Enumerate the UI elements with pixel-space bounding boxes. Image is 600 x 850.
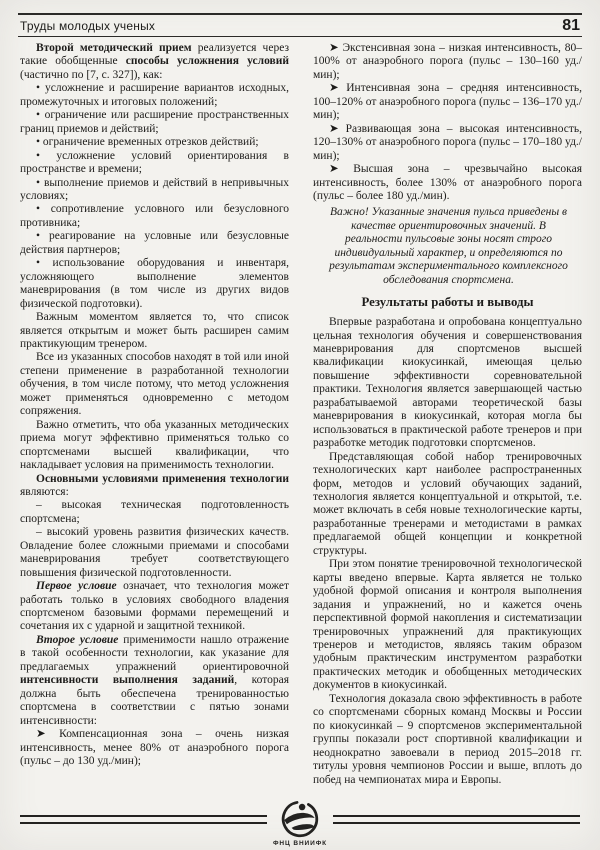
text-run: (частично по [7, с. 327]), как:	[20, 68, 163, 81]
dash-item: – высокий уровень развития физических качеств. Овладение более сложными приемами и способами маневрирования требует соответствующего повышения физической подготовленности.	[20, 526, 289, 579]
paragraph: Важно отметить, что оба указанных методических приема могут эффективно применяться только со спортсменами высшей квалификации, что накладывает условия на применимость технологии.	[20, 418, 289, 472]
zone-item: ➤ Экстенсивная зона – низкая интенсивность, 80–100% от анаэробного порога (пульс – 130–160 уд./мин);	[313, 42, 582, 81]
zone-item: ➤ Развивающая зона – высокая интенсивность, 120–130% от анаэробного порога (пульс – 170–180 уд./мин);	[313, 122, 582, 162]
logo-caption: ФНЦ ВНИИФК	[272, 840, 328, 847]
paragraph-conditions	[20, 473, 289, 500]
text-run: применимости нашло отражение в такой особенности технологии, как указание для предлагаемых упражнений ориентировочной	[20, 633, 289, 673]
bold-run: Основными условиями применения технологии	[36, 472, 289, 485]
paragraph: Впервые разработана и опробована концептуально цельная технология обучения и совершенствования маневрирования для спортсменов высшей квалификации киокусинкай, имеющая целью повышение эффективности соревновательной практики. Технология является завершающей частью разрабатываемой авторами теоретической базы маневрирования в киокусинкай, которая могла бы использоваться в практической работе тренеров и при разработке методик подготовки спортсменов.	[313, 316, 582, 450]
important-note: Важно! Указанные значения пульса приведены в качестве ориентировочных значений. В реальности пульсовые зоны носят строго индивидуальный характер, и определяются по результатам экспериментального комплексного обследования спортсмена.	[329, 206, 568, 286]
bold-run: интенсивности выполнения заданий	[20, 674, 235, 687]
list-item: • выполнение приемов и действий в непривычных условиях;	[20, 176, 289, 202]
publisher-logo	[272, 798, 328, 847]
zone-item: ➤ Высшая зона – чрезвычайно высокая интенсивность, более 130% от анаэробного порога (пульс – более 180 уд./мин).	[313, 163, 582, 202]
left-column	[20, 42, 289, 787]
text-run: являются:	[20, 485, 69, 498]
section-heading: Результаты работы и выводы	[361, 295, 534, 310]
list-item: • усложнение условий ориентирования в пространстве и времени;	[20, 149, 289, 176]
zone-item: ➤ Интенсивная зона – средняя интенсивность, 100–120% от анаэробного порога (пульс – 136–170 уд./мин);	[313, 82, 582, 122]
bold-run: Второй методический прием	[36, 42, 192, 54]
list-item: • использование оборудования и инвентаря, усложняющего выполнение элементов маневрирования (в том числе из других видов физической подготовки).	[20, 257, 289, 310]
footer-row	[20, 798, 580, 847]
runner-in-circle-icon	[279, 798, 321, 840]
list-item: • ограничение или расширение пространственных границ приемов и действий;	[20, 109, 289, 135]
paragraph: Представляющая собой набор тренировочных технологических карт наиболее распространенных форм, методов и условий обучающих заданий, технология является концептуальной и открытой, т.е. может включать в себя новые технологические карты, разработанные тренерами и методистами в рамках предлагаемой общей концепции и конкретной структуры.	[313, 450, 582, 557]
bold-italic-run: Второе условие	[36, 633, 119, 646]
list-item: • ограничение временных отрезков действий;	[36, 136, 259, 149]
page-header	[18, 13, 582, 37]
footer-divider-left	[20, 815, 267, 824]
text-run: , которая должна быть обеспечена тренированностью спортсмена в соответствии с пятью зонами интенсивности:	[20, 674, 289, 727]
footer-divider-right	[333, 815, 580, 824]
paragraph-first-condition	[20, 580, 289, 634]
bold-run: способы усложнения условий	[125, 55, 290, 68]
page-footer	[20, 798, 580, 847]
paragraph-method	[20, 42, 289, 82]
list-item: • усложнение и расширение вариантов исходных, промежуточных и итоговых положений;	[20, 82, 289, 108]
paragraph-second-condition	[20, 634, 289, 728]
list-item: • реагирование на условные или безусловные действия партнеров;	[20, 230, 289, 256]
list-item: • сопротивление условного или безусловного противника;	[20, 203, 289, 229]
header-row	[18, 15, 582, 37]
dash-item: – высокая техническая подготовленность спортсмена;	[20, 499, 289, 525]
text-run: реализуется через такие обобщенные	[20, 42, 289, 68]
zone-item: ➤ Компенсационная зона – очень низкая интенсивность, менее 80% от анаэробного порога (пульс – до 130 уд./мин);	[20, 728, 289, 768]
bold-italic-run: Первое условие	[36, 580, 117, 593]
paragraph: Технология доказала свою эффективность в работе со спортсменами сборных команд Москвы и России по киокусинкай – 9 спортсменов экспериментальной группы показали рост спортивной квалификации и неоднократно завоевали в период 2015–2018 гг. титулы уровня чемпионов России и выше, вплоть до побед на чемпионатах мира и Европы.	[313, 692, 582, 786]
paragraph: Важным моментом является то, что список является открытым и может быть расширен самим практикующим тренером.	[20, 311, 289, 350]
page-number: 81	[562, 17, 580, 34]
right-column	[313, 42, 582, 787]
two-column-body	[20, 42, 582, 787]
paragraph: При этом понятие тренировочной технологической карты введено впервые. Карта является не только удобной формой описания и контроля выполнения задания и упражнений, но и кажется очень перспективной формой накопления и систематизации тренировочных упражнений для практикующих тренеров и методистов, являясь таким образом удобным практическим инструментом разработки практических методик и обобщенных методических документов в киокусинкай.	[313, 558, 582, 692]
paragraph: Все из указанных способов находят в той или иной степени применение в разработанной технологии обучения, в том числе потому, что метод усложнения может применяться одновременно с методом сопряжения.	[20, 351, 289, 418]
text-run: означает, что технология может работать только в условиях свободного владения спортсменом базовыми формами перемещений и сочетания их с ударной и защитной техникой.	[20, 580, 290, 633]
journal-title: Труды молодых ученых	[20, 19, 156, 33]
